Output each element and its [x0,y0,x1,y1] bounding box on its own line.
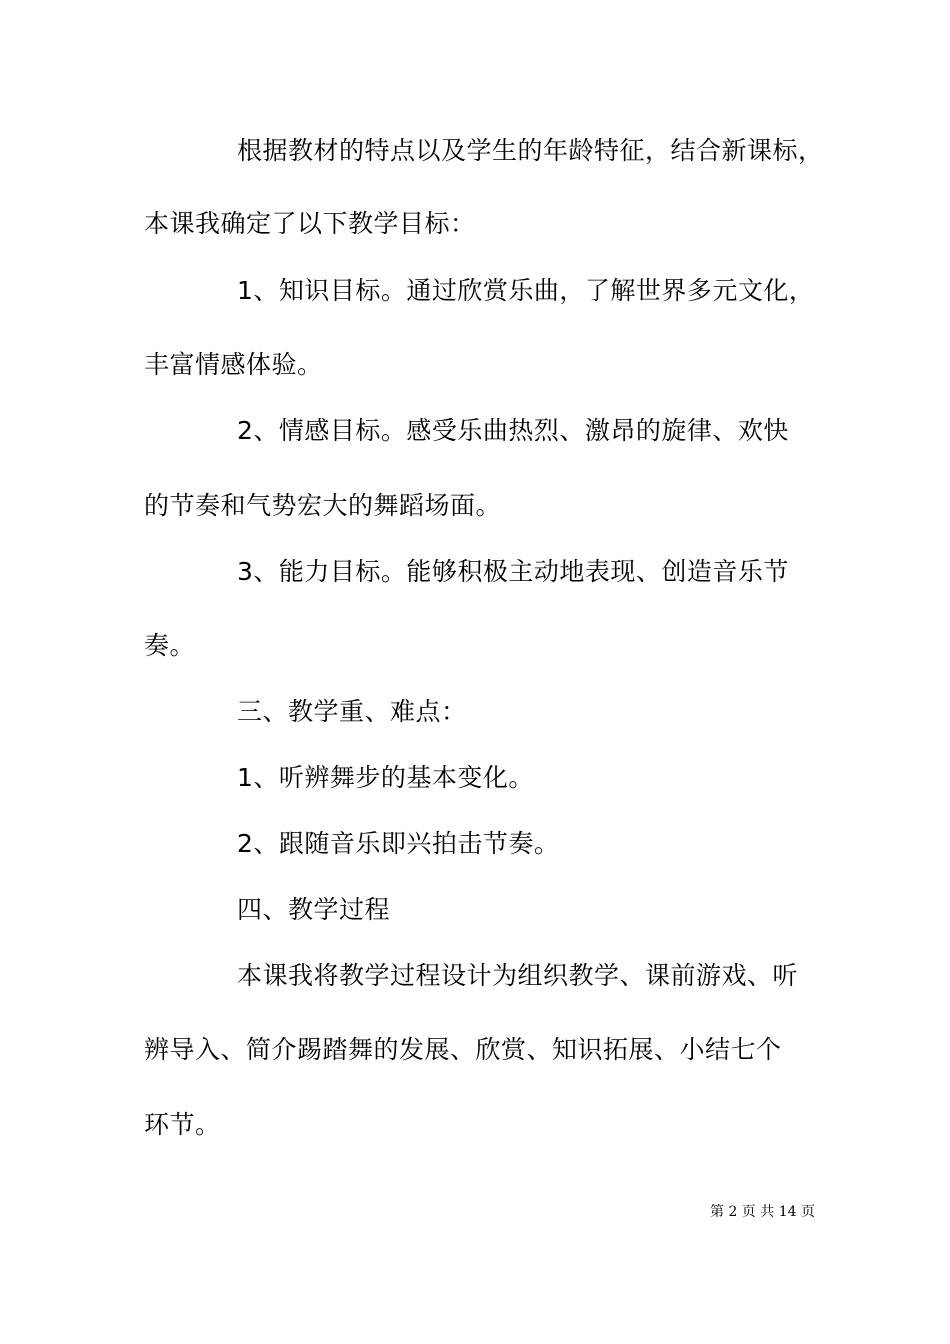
paragraph-line: 丰富情感体验。 [144,350,323,379]
paragraph-line: 本课我将教学过程设计为组织教学、课前游戏、听 [237,961,799,990]
page-number-footer: 第 2 页 共 14 页 [710,1204,815,1220]
list-item: 1、听辨舞步的基本变化。 [237,763,534,792]
paragraph-line: 本课我确定了以下教学目标： [144,209,476,238]
list-item: 2、跟随音乐即兴拍击节奏。 [237,829,560,858]
paragraph-line: 1、知识目标。通过欣赏乐曲，了解世界多元文化， [237,276,815,305]
paragraph-line: 奏。 [144,631,196,660]
paragraph-line: 根据教材的特点以及学生的年龄特征，结合新课标， [237,136,824,165]
paragraph-line: 3、能力目标。能够积极主动地表现、创造音乐节 [237,557,789,586]
paragraph-line: 的节奏和气势宏大的舞蹈场面。 [144,491,502,520]
paragraph-line: 辨导入、简介踢踏舞的发展、欣赏、知识拓展、小结七个 [144,1035,782,1064]
paragraph-line: 2、情感目标。感受乐曲热烈、激昂的旋律、欢快 [237,416,789,445]
section-heading: 三、教学重、难点： [237,697,467,726]
paragraph-line: 环节。 [144,1110,221,1139]
section-heading: 四、教学过程 [237,895,391,924]
